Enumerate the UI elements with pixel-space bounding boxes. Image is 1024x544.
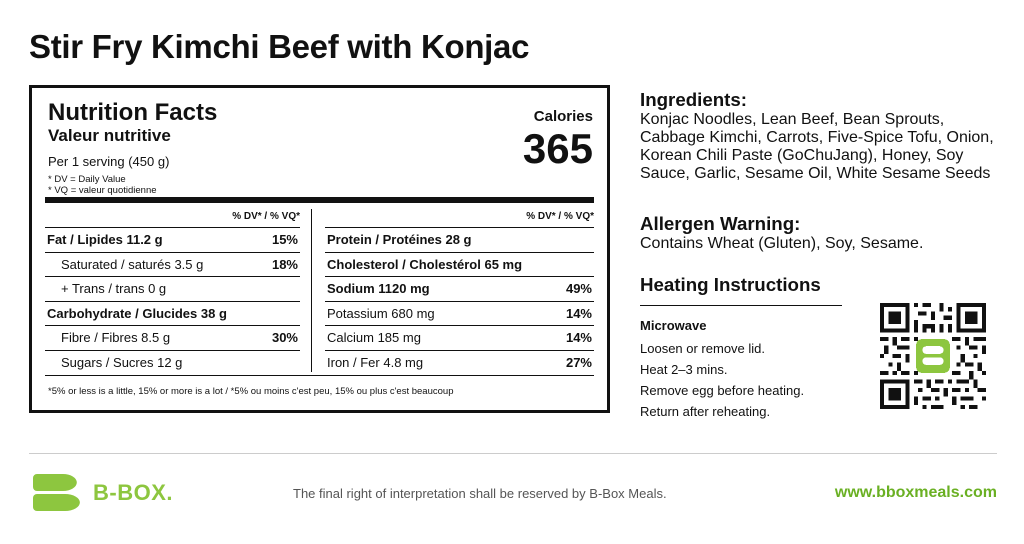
nutrient-label: Potassium 680 mg xyxy=(327,305,435,321)
heating-method: Microwave xyxy=(640,318,707,333)
nutrient-label: Iron / Fer 4.8 mg xyxy=(327,354,424,370)
dv-header-left: % DV* / % VQ* xyxy=(45,206,300,228)
heating-steps xyxy=(640,338,804,422)
dv-header-right: % DV* / % VQ* xyxy=(325,206,594,228)
nutrient-dv: 14% xyxy=(565,330,592,345)
nutrient-label: Carbohydrate / Glucides 38 g xyxy=(47,305,227,321)
thick-divider xyxy=(45,197,594,203)
heating-step: Loosen or remove lid. xyxy=(640,341,766,356)
disclaimer-text: The final right of interpretation shall be reserved by B-Box Meals. xyxy=(293,486,667,501)
nutrient-dv: 14% xyxy=(565,305,592,321)
nutrient-row xyxy=(45,253,300,278)
heating-divider xyxy=(640,305,842,306)
nutrient-row xyxy=(325,351,594,376)
heating-step: Heat 2–3 mins. xyxy=(640,362,728,377)
qr-code-icon[interactable] xyxy=(880,303,986,409)
brand-name: B-BOX. xyxy=(93,480,173,505)
nutrient-column-right xyxy=(325,206,594,375)
nutrient-dv: 30% xyxy=(271,330,298,345)
nutrient-row xyxy=(325,277,594,302)
nutrient-label: Cholesterol / Cholestérol 65 mg xyxy=(327,256,523,272)
nutrition-title-fr: Valeur nutritive xyxy=(48,126,171,145)
bbox-logo-icon xyxy=(33,470,81,514)
heating-step: Remove egg before heating. xyxy=(640,383,805,398)
allergen-text: Contains Wheat (Gluten), Soy, Sesame. xyxy=(640,235,924,252)
nutrient-label: Calcium 185 mg xyxy=(327,330,421,345)
nutrition-title-en: Nutrition Facts xyxy=(48,99,218,126)
nutrient-row xyxy=(325,228,594,253)
nutrient-dv: 18% xyxy=(271,256,298,272)
nutrition-facts-panel xyxy=(29,85,610,413)
nutrient-row xyxy=(325,302,594,327)
nutrient-label: Sugars / Sucres 12 g xyxy=(61,354,183,370)
nutrient-row xyxy=(45,302,300,327)
footer-divider xyxy=(29,453,997,454)
column-divider xyxy=(311,209,312,372)
calories-value: 365 xyxy=(522,125,593,172)
nutrient-label: Saturated / saturés 3.5 g xyxy=(61,256,204,272)
ingredients-text: Konjac Noodles, Lean Beef, Bean Sprouts, Cabbage Kimchi, Carrots, Five-Spice Tofu, Onion, Korean Chili Paste (GoChuJang), Honey, Soy Sauce, Garlic, Sesame Oil, White Sesame Seeds xyxy=(640,111,994,182)
nutrition-header xyxy=(48,100,217,196)
dv-note: * DV = Daily Value xyxy=(48,174,126,185)
dv-footnote: *5% or less is a little, 15% or more is a lot / *5% ou moins c'est peu, 15% ou plus c'est beaucoup xyxy=(48,386,454,397)
heating-heading: Heating Instructions xyxy=(640,274,821,295)
calories-label: Calories xyxy=(533,108,593,125)
allergen-heading: Allergen Warning: xyxy=(640,213,801,234)
nutrient-row xyxy=(325,253,594,278)
serving-size: Per 1 serving (450 g) xyxy=(48,154,170,169)
nutrient-label: Sodium 1120 mg xyxy=(327,281,430,296)
nutrient-label: Fibre / Fibres 8.5 g xyxy=(61,330,171,345)
nutrient-label: + Trans / trans 0 g xyxy=(61,281,167,296)
website-link[interactable]: www.bboxmeals.com xyxy=(834,484,997,501)
nutrient-column-left xyxy=(45,206,300,375)
vq-note: * VQ = valeur quotidienne xyxy=(48,185,157,196)
nutrient-dv: 27% xyxy=(565,354,592,370)
nutrient-dv: 15% xyxy=(271,232,298,247)
nutrient-label: Fat / Lipides 11.2 g xyxy=(47,232,163,247)
nutrient-label: Protein / Protéines 28 g xyxy=(327,232,472,247)
footnote-divider xyxy=(45,375,594,376)
nutrient-dv: 49% xyxy=(565,281,592,296)
nutrient-row xyxy=(45,277,300,302)
ingredients-heading: Ingredients: xyxy=(640,89,748,110)
heating-step: Return after reheating. xyxy=(640,404,771,419)
nutrient-row xyxy=(45,228,300,253)
nutrient-row xyxy=(45,351,300,376)
page-title: Stir Fry Kimchi Beef with Konjac xyxy=(29,28,530,65)
nutrient-row xyxy=(45,326,300,351)
nutrient-row xyxy=(325,326,594,351)
